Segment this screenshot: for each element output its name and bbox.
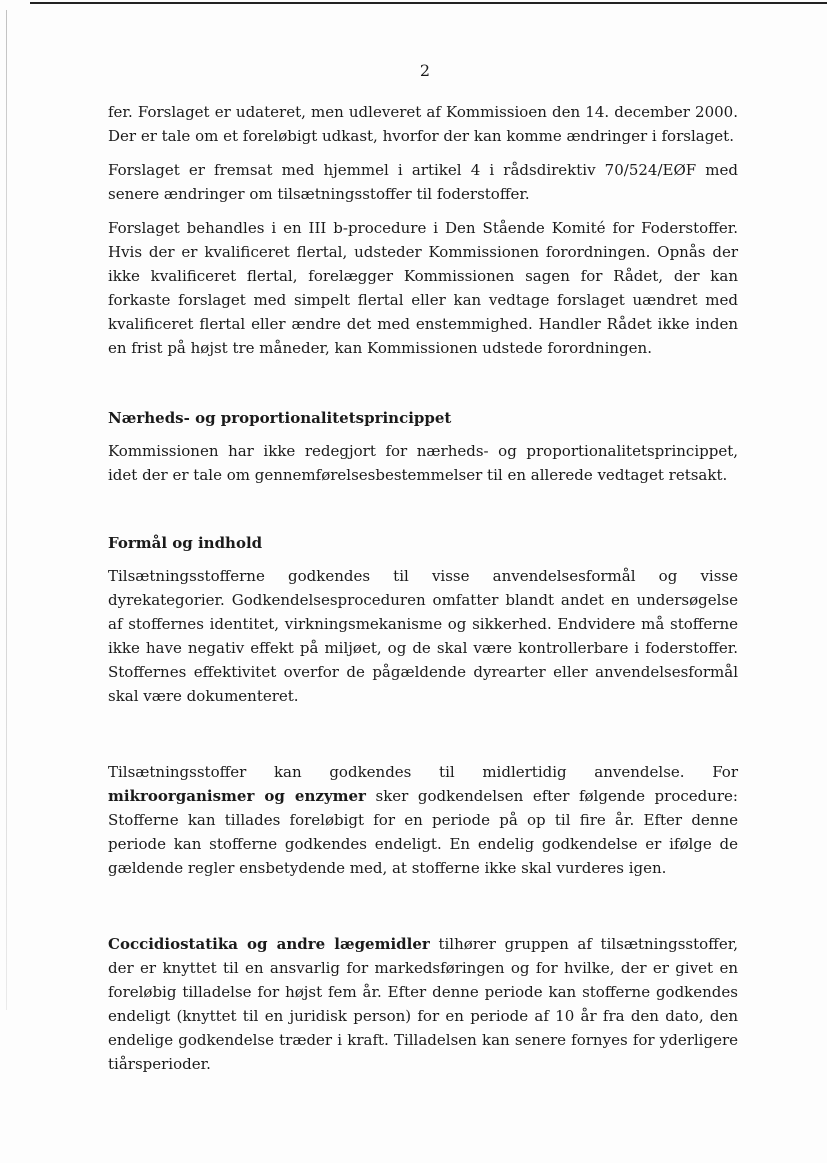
purpose-paragraph-3 [108,932,738,1076]
purpose-heading: Formål og indhold [108,534,263,552]
purpose-paragraph-2 [108,760,738,880]
intro-paragraph-2: Forslaget er fremsat med hjemmel i artikel 4 i rådsdirektiv 70/524/EØF med senere ændringer om tilsætningsstoffer til foderstoffer. [108,161,738,203]
document-body [108,100,738,1086]
top-border-line [30,2,827,4]
intro-paragraph-1: fer. Forslaget er udateret, men udleveret af Kommissioen den 14. december 2000. Der er tale om et foreløbigt udkast, hvorfor der kan komme ændringer i forslaget. [108,103,738,145]
purpose-p2-emphasis: mikroorganismer og enzymer [108,787,366,805]
page-number: 2 [419,61,431,80]
purpose-p2-rest: sker godkendelsen efter følgende procedure: Stofferne kan tillades foreløbigt for en periode på op til fire år. Efter denne periode kan stofferne godkendes endeligt. En endelig godkendelse er ifølge de gældende regler ensbetydende med, at stofferne ikke skal vurderes igen. [108,787,738,877]
scan-edge-artifact [6,10,7,1010]
purpose-paragraph-1: Tilsætningsstofferne godkendes til visse anvendelsesformål og visse dyrekategorier. Godkendelsesproceduren omfatter blandt andet en undersøgelse af stoffernes identitet, virkningsmekanisme og sikkerhed. Endvidere må stofferne ikke have negativ effekt på miljøet, og de skal være kontrollerbare i foderstoffer. Stoffernes effektivitet overfor de pågældende dyrearter eller anvendelsesformål skal være dokumenteret. [108,567,738,705]
subsidiarity-paragraph: Kommissionen har ikke redegjort for nærheds- og proportionalitetsprincippet, idet der er tale om gennemførelsesbestemmelser til en allerede vedtaget retsakt. [108,442,738,484]
intro-paragraph-3: Forslaget behandles i en III b-procedure i Den Stående Komité for Foderstoffer. Hvis der er kvalificeret flertal, udsteder Kommissionen forordningen. Opnås der ikke kvalificeret flertal, forelægger Kommissionen sagen for Rådet, der kan forkaste forslaget med simpelt flertal eller kan vedtage forslaget uændret med kvalificeret flertal eller ændre det med enstemmighed. Handler Rådet ikke inden en frist på højst tre måneder, kan Kommissionen udstede forordningen. [108,219,738,357]
purpose-p3-emphasis: Coccidiostatika og andre lægemidler [108,935,430,953]
subsidiarity-heading: Nærheds- og proportionalitetsprincippet [108,409,452,427]
purpose-p3-rest: tilhører gruppen af tilsætningsstoffer, der er knyttet til en ansvarlig for markedsføringen og for hvilke, der er givet en foreløbig tilladelse for højst fem år. Efter denne periode kan stofferne godkendes endeligt (knyttet til en juridisk person) for en periode af 10 år fra den dato, den endelige godkendelse træder i kraft. Tilladelsen kan senere fornyes for yderligere tiårsperioder. [108,935,738,1073]
purpose-p2-lead: Tilsætningsstoffer kan godkendes til midlertidig anvendelse. For [108,763,738,781]
